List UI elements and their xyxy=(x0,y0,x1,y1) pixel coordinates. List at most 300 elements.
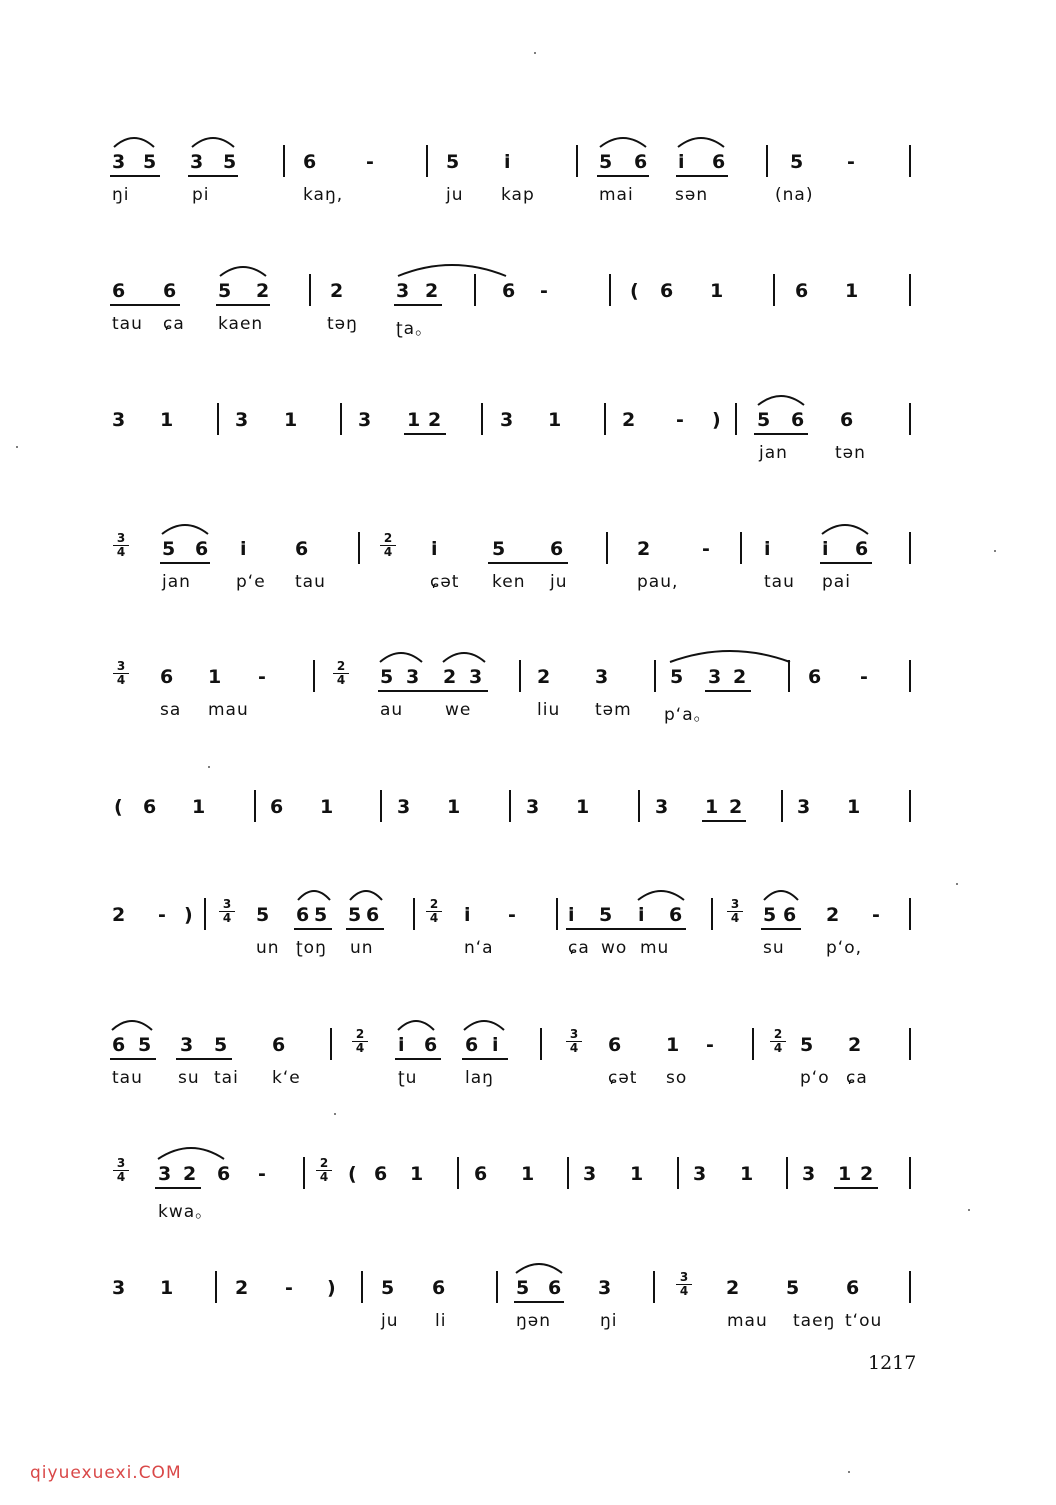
note: 3 xyxy=(358,409,372,431)
underline xyxy=(176,1058,232,1060)
bar-line xyxy=(254,790,256,822)
note: 3 xyxy=(112,409,126,431)
note: 1 xyxy=(847,796,861,818)
bar-line xyxy=(909,274,911,306)
time-signature: $\frac{3}{4}$ xyxy=(566,1028,582,1055)
lyric-line xyxy=(0,1068,1056,1098)
note: 5 xyxy=(757,409,771,431)
bar-line xyxy=(752,1028,754,1060)
note: 3 xyxy=(583,1163,597,1185)
note: 2 xyxy=(637,538,651,560)
note: 6 xyxy=(217,1163,231,1185)
note: 6 xyxy=(660,280,674,302)
bar-line xyxy=(519,660,521,692)
underline xyxy=(188,175,238,177)
lyric: we xyxy=(445,700,472,720)
lyric: n‘a xyxy=(464,938,494,958)
note: 1 xyxy=(192,796,206,818)
slur xyxy=(756,391,806,407)
underline xyxy=(820,562,872,564)
lyric: kaen xyxy=(218,314,264,334)
note: i xyxy=(492,1034,499,1056)
note: - xyxy=(285,1277,293,1299)
note: 5 xyxy=(446,151,460,173)
scan-speck xyxy=(534,52,536,54)
note: 3 xyxy=(397,796,411,818)
note: 6 xyxy=(474,1163,488,1185)
note: 5 xyxy=(492,538,506,560)
note: 6 xyxy=(846,1277,860,1299)
lyric: ɕa xyxy=(568,938,590,958)
note: - xyxy=(847,151,855,173)
underline xyxy=(705,690,751,692)
bar-line xyxy=(909,532,911,564)
bar-line xyxy=(361,1271,363,1303)
lyric-line xyxy=(0,1311,1056,1341)
note: i xyxy=(431,538,438,560)
notation-line xyxy=(0,532,1056,572)
note: 3 xyxy=(469,666,483,688)
slur xyxy=(190,133,236,149)
scan-speck xyxy=(848,1471,850,1473)
slur xyxy=(112,133,156,149)
note: 3 xyxy=(797,796,811,818)
bar-line xyxy=(788,660,790,692)
lyric: p‘o, xyxy=(826,938,862,958)
time-signature: $\frac{2}{4}$ xyxy=(380,532,396,559)
lyric: su xyxy=(763,938,785,958)
note: i xyxy=(504,151,511,173)
bar-line xyxy=(204,898,206,930)
lyric: ʈa。 xyxy=(396,319,434,339)
lyric: taeŋ xyxy=(793,1311,836,1331)
time-signature: $\frac{2}{4}$ xyxy=(333,660,349,687)
note: 6 xyxy=(374,1163,388,1185)
note: i xyxy=(464,904,471,926)
bar-line xyxy=(457,1157,459,1189)
note: - xyxy=(540,280,548,302)
slur xyxy=(598,133,648,149)
note: i xyxy=(638,904,645,926)
note: 1 xyxy=(447,796,461,818)
lyric: ŋən xyxy=(516,1311,552,1331)
slur xyxy=(676,133,726,149)
note: 3 xyxy=(708,666,722,688)
note: 2 xyxy=(330,280,344,302)
underline xyxy=(346,928,384,930)
bar-line xyxy=(654,660,656,692)
note: - xyxy=(860,666,868,688)
notation-line xyxy=(0,790,1056,830)
bar-line xyxy=(426,145,428,177)
slur xyxy=(296,886,332,902)
note: 5 xyxy=(786,1277,800,1299)
time-signature: $\frac{3}{4}$ xyxy=(113,532,129,559)
note: - xyxy=(366,151,374,173)
note: 5 xyxy=(256,904,270,926)
note: 2 xyxy=(428,409,442,431)
bar-line xyxy=(358,532,360,564)
scan-speck xyxy=(994,550,996,552)
note: 5 xyxy=(143,151,157,173)
note: 5 xyxy=(599,151,613,173)
underline xyxy=(378,690,488,692)
bar-line xyxy=(540,1028,542,1060)
lyric: laŋ xyxy=(465,1068,494,1088)
bar-line xyxy=(909,1157,911,1189)
note: 1 xyxy=(160,409,174,431)
slur xyxy=(396,260,508,278)
note: 5 xyxy=(380,666,394,688)
note: 3 xyxy=(112,1277,126,1299)
note: 6 xyxy=(272,1034,286,1056)
note: 2 xyxy=(826,904,840,926)
lyric: ɕa xyxy=(846,1068,868,1088)
time-signature: $\frac{2}{4}$ xyxy=(352,1028,368,1055)
lyric: sən xyxy=(675,185,709,205)
note: 2 xyxy=(622,409,636,431)
note: 6 xyxy=(669,904,683,926)
slur xyxy=(110,1016,154,1032)
slur xyxy=(378,648,424,664)
lyric: ŋi xyxy=(112,185,130,205)
note: 5 xyxy=(599,904,613,926)
time-signature: $\frac{2}{4}$ xyxy=(770,1028,786,1055)
note: 2 xyxy=(860,1163,874,1185)
lyric-line xyxy=(0,185,1056,215)
bar-line xyxy=(638,790,640,822)
note: 5 xyxy=(381,1277,395,1299)
note: ( xyxy=(114,796,123,818)
scan-speck xyxy=(968,1209,970,1211)
lyric: wo xyxy=(601,938,628,958)
underline xyxy=(566,928,686,930)
note: 6 xyxy=(795,280,809,302)
slur xyxy=(218,262,268,278)
note: 6 xyxy=(608,1034,622,1056)
note: 3 xyxy=(526,796,540,818)
underline xyxy=(294,928,332,930)
bar-line xyxy=(609,274,611,306)
note: 5 xyxy=(763,904,777,926)
lyric: ŋi xyxy=(600,1311,618,1331)
bar-line xyxy=(413,898,415,930)
note: 6 xyxy=(112,280,126,302)
note: 3 xyxy=(500,409,514,431)
underline xyxy=(110,175,160,177)
note: - xyxy=(872,904,880,926)
lyric: ken xyxy=(492,572,526,592)
note: 1 xyxy=(320,796,334,818)
bar-line xyxy=(330,1028,332,1060)
bar-line xyxy=(735,403,737,435)
note: 6 xyxy=(160,666,174,688)
note: 1 xyxy=(630,1163,644,1185)
slur xyxy=(820,520,870,536)
note: ) xyxy=(184,904,193,926)
lyric-line xyxy=(0,700,1056,730)
note: 3 xyxy=(802,1163,816,1185)
note: 6 xyxy=(303,151,317,173)
note: 2 xyxy=(443,666,457,688)
underline xyxy=(160,562,210,564)
underline xyxy=(702,820,746,822)
slur xyxy=(462,1016,506,1032)
note: 1 xyxy=(838,1163,852,1185)
note: 2 xyxy=(112,904,126,926)
bar-line xyxy=(380,790,382,822)
lyric-line xyxy=(0,443,1056,473)
underline xyxy=(110,1058,156,1060)
note: 6 xyxy=(163,280,177,302)
lyric: au xyxy=(380,700,404,720)
notation-line xyxy=(0,145,1056,185)
note: 1 xyxy=(710,280,724,302)
note: 2 xyxy=(726,1277,740,1299)
underline xyxy=(488,562,568,564)
note: 2 xyxy=(425,280,439,302)
note: 1 xyxy=(284,409,298,431)
bar-line xyxy=(766,145,768,177)
bar-line xyxy=(474,274,476,306)
note: 3 xyxy=(235,409,249,431)
note: 5 xyxy=(223,151,237,173)
lyric: liu xyxy=(537,700,561,720)
lyric-line xyxy=(0,938,1056,968)
note: 3 xyxy=(112,151,126,173)
lyric: (na) xyxy=(775,185,814,205)
note: 6 xyxy=(295,538,309,560)
slur xyxy=(396,1016,436,1032)
time-signature: $\frac{3}{4}$ xyxy=(113,660,129,687)
note: 5 xyxy=(314,904,328,926)
lyric: mu xyxy=(640,938,670,958)
lyric: mai xyxy=(599,185,634,205)
lyric: tau xyxy=(112,1068,143,1088)
lyric: mau xyxy=(208,700,249,720)
lyric: tai xyxy=(214,1068,239,1088)
lyric: t‘ou xyxy=(845,1311,883,1331)
slur xyxy=(514,1259,564,1275)
note: 6 xyxy=(808,666,822,688)
underline xyxy=(394,304,442,306)
note: 1 xyxy=(740,1163,754,1185)
note: 3 xyxy=(693,1163,707,1185)
note: 3 xyxy=(190,151,204,173)
lyric: kwa。 xyxy=(158,1202,214,1222)
note: - xyxy=(706,1034,714,1056)
bar-line xyxy=(711,898,713,930)
note: 6 xyxy=(195,538,209,560)
note: 3 xyxy=(406,666,420,688)
note: 3 xyxy=(158,1163,172,1185)
bar-line xyxy=(340,403,342,435)
watermark: qiyuexuexi.COM xyxy=(30,1463,182,1483)
lyric: tau xyxy=(764,572,795,592)
bar-line xyxy=(309,274,311,306)
note: i xyxy=(822,538,829,560)
note: 3 xyxy=(595,666,609,688)
note: i xyxy=(678,151,685,173)
underline xyxy=(462,1058,508,1060)
slur xyxy=(348,886,384,902)
bar-line xyxy=(481,403,483,435)
note: 3 xyxy=(655,796,669,818)
bar-line xyxy=(303,1157,305,1189)
lyric: tau xyxy=(295,572,326,592)
note: 5 xyxy=(348,904,362,926)
note: 1 xyxy=(160,1277,174,1299)
bar-line xyxy=(283,145,285,177)
note: 6 xyxy=(548,1277,562,1299)
bar-line xyxy=(496,1271,498,1303)
bar-line xyxy=(781,790,783,822)
note: 2 xyxy=(733,666,747,688)
time-signature: $\frac{2}{4}$ xyxy=(316,1157,332,1184)
time-signature: $\frac{3}{4}$ xyxy=(676,1271,692,1298)
time-signature: $\frac{3}{4}$ xyxy=(219,898,235,925)
notation-line xyxy=(0,1157,1056,1197)
note: 1 xyxy=(407,409,421,431)
note: 6 xyxy=(712,151,726,173)
lyric: p‘a。 xyxy=(664,705,712,725)
bar-line xyxy=(909,145,911,177)
note: 6 xyxy=(366,904,380,926)
bar-line xyxy=(215,1271,217,1303)
note: 2 xyxy=(256,280,270,302)
notation-line xyxy=(0,274,1056,314)
slur xyxy=(441,648,487,664)
page-number: 1217 xyxy=(868,1352,917,1374)
note: 6 xyxy=(502,280,516,302)
note: 3 xyxy=(180,1034,194,1056)
lyric: su xyxy=(178,1068,200,1088)
note: 2 xyxy=(848,1034,862,1056)
note: 5 xyxy=(214,1034,228,1056)
underline xyxy=(155,1187,201,1189)
note: ( xyxy=(348,1163,357,1185)
lyric: ɕət xyxy=(608,1068,638,1088)
lyric: ɕət xyxy=(430,572,460,592)
underline xyxy=(676,175,728,177)
bar-line xyxy=(909,898,911,930)
bar-line xyxy=(740,532,742,564)
note: - xyxy=(702,538,710,560)
bar-line xyxy=(786,1157,788,1189)
note: ( xyxy=(630,280,639,302)
lyric: p‘o xyxy=(800,1068,830,1088)
slur xyxy=(156,1143,226,1161)
note: - xyxy=(676,409,684,431)
slur xyxy=(668,646,792,664)
note: 2 xyxy=(537,666,551,688)
lyric: ju xyxy=(381,1311,399,1331)
lyric: ɕa xyxy=(163,314,185,334)
scan-speck xyxy=(334,1113,336,1115)
time-signature: $\frac{3}{4}$ xyxy=(113,1157,129,1184)
note: 1 xyxy=(208,666,222,688)
time-signature: $\frac{3}{4}$ xyxy=(727,898,743,925)
lyric: pau, xyxy=(637,572,679,592)
underline xyxy=(395,1058,441,1060)
underline xyxy=(110,304,180,306)
lyric-line xyxy=(0,572,1056,602)
lyric: ju xyxy=(446,185,464,205)
lyric: tau xyxy=(112,314,143,334)
scan-speck xyxy=(208,766,210,768)
note: 1 xyxy=(705,796,719,818)
bar-line xyxy=(604,403,606,435)
note: 3 xyxy=(396,280,410,302)
bar-line xyxy=(217,403,219,435)
bar-line xyxy=(653,1271,655,1303)
note: 6 xyxy=(424,1034,438,1056)
note: 5 xyxy=(218,280,232,302)
note: 5 xyxy=(138,1034,152,1056)
note: 1 xyxy=(548,409,562,431)
note: 6 xyxy=(432,1277,446,1299)
note: 5 xyxy=(670,666,684,688)
note: 6 xyxy=(855,538,869,560)
underline xyxy=(216,304,270,306)
underline xyxy=(597,175,649,177)
note: 1 xyxy=(666,1034,680,1056)
lyric: k‘e xyxy=(272,1068,301,1088)
bar-line xyxy=(909,1271,911,1303)
note: 1 xyxy=(845,280,859,302)
underline xyxy=(761,928,801,930)
lyric-line xyxy=(0,314,1056,344)
notation-line xyxy=(0,898,1056,938)
lyric: kaŋ, xyxy=(303,185,344,205)
bar-line xyxy=(773,274,775,306)
underline xyxy=(404,433,446,435)
note: i xyxy=(240,538,247,560)
notation-line xyxy=(0,1271,1056,1311)
note: ) xyxy=(327,1277,336,1299)
note: 6 xyxy=(791,409,805,431)
note: 3 xyxy=(598,1277,612,1299)
lyric: so xyxy=(666,1068,688,1088)
note: 1 xyxy=(410,1163,424,1185)
bar-line xyxy=(606,532,608,564)
note: i xyxy=(398,1034,405,1056)
bar-line xyxy=(909,403,911,435)
lyric: təŋ xyxy=(327,314,358,334)
bar-line xyxy=(909,790,911,822)
note: 5 xyxy=(790,151,804,173)
time-signature: $\frac{2}{4}$ xyxy=(426,898,442,925)
note: - xyxy=(508,904,516,926)
notation-line xyxy=(0,1028,1056,1068)
note: 6 xyxy=(270,796,284,818)
note: 6 xyxy=(112,1034,126,1056)
bar-line xyxy=(556,898,558,930)
note: 6 xyxy=(550,538,564,560)
note: 2 xyxy=(183,1163,197,1185)
underline xyxy=(834,1187,878,1189)
scan-speck xyxy=(956,883,958,885)
bar-line xyxy=(677,1157,679,1189)
lyric: li xyxy=(435,1311,447,1331)
note: - xyxy=(158,904,166,926)
lyric: təm xyxy=(595,700,632,720)
lyric: tən xyxy=(835,443,866,463)
slur xyxy=(762,886,800,902)
lyric-line xyxy=(0,1197,1056,1227)
bar-line xyxy=(909,1028,911,1060)
lyric: un xyxy=(350,938,374,958)
